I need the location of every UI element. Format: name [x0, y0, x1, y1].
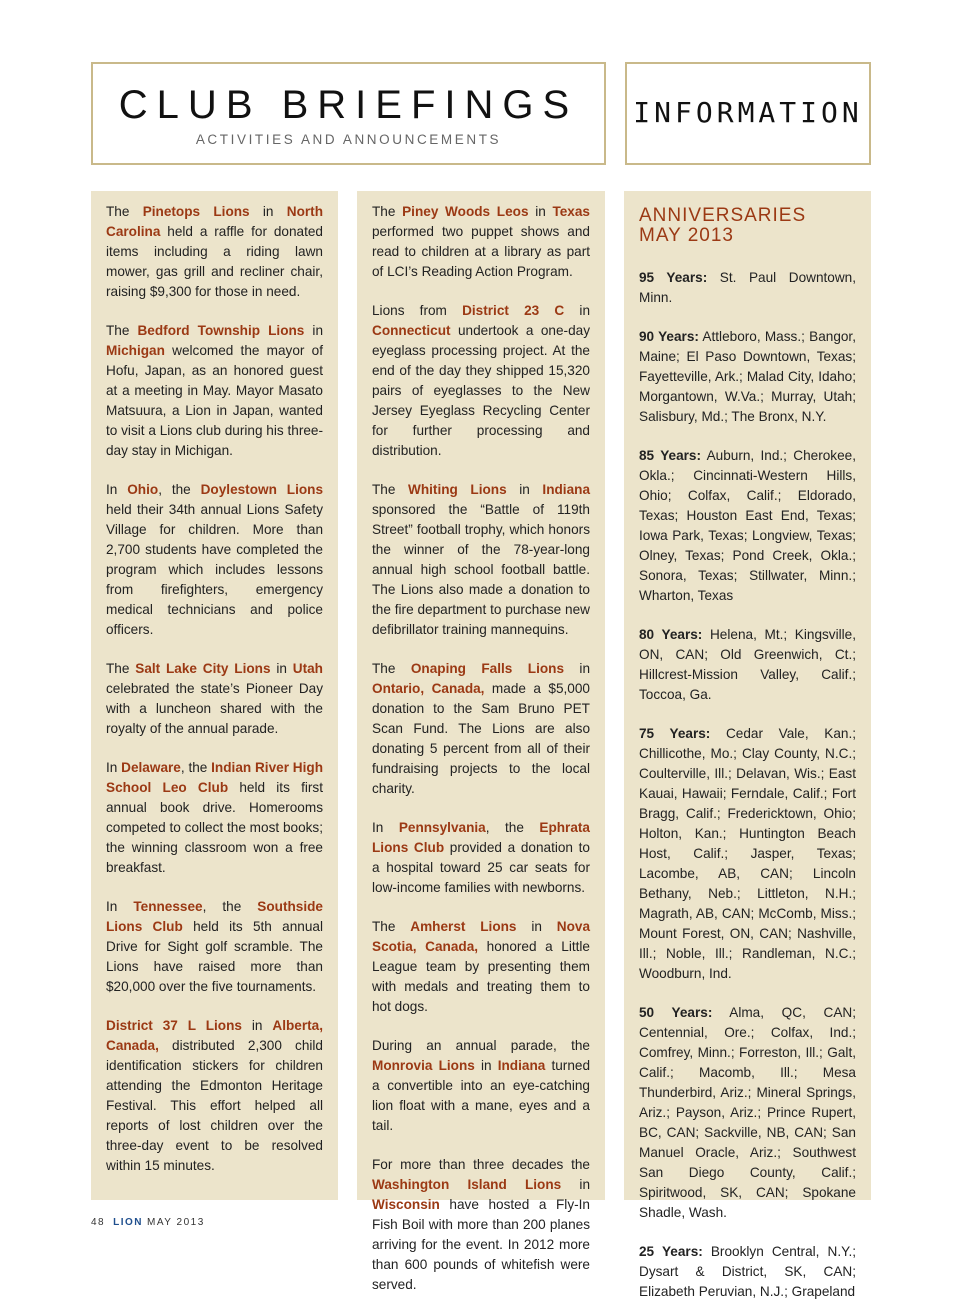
briefing-text: The — [372, 661, 411, 676]
anniversary-entry — [639, 1003, 856, 1223]
highlighted-name: Monrovia Lions — [372, 1058, 475, 1073]
briefing-text: For more than three decades the — [372, 1157, 590, 1172]
highlighted-name: Ohio — [127, 482, 159, 497]
highlighted-name: Whiting Lions — [408, 482, 507, 497]
highlighted-name: Ephrata Lions Club — [372, 820, 590, 855]
briefing-text: The — [372, 919, 411, 934]
briefing-text: in — [474, 1058, 498, 1073]
anniversary-years: 85 Years: — [639, 448, 702, 463]
page-title: CLUB BRIEFINGS — [118, 83, 579, 127]
briefings-column-2 — [357, 191, 605, 1292]
briefing-text: in — [564, 303, 591, 318]
highlighted-name: District 37 L Lions — [106, 1018, 242, 1033]
briefing-text: held its 5th annual Drive for Sight golf scramble. The Lions have raised more than $20,000 over the five tournaments. — [106, 919, 323, 994]
anniversary-years: 90 Years: — [639, 329, 699, 344]
highlighted-name: Indiana — [497, 1058, 546, 1073]
highlighted-name: Wisconsin — [372, 1197, 440, 1212]
briefing-text: The — [106, 204, 143, 219]
briefing-text: performed two puppet shows and read to children at a library as part of LCI’s Reading Action Program. — [372, 224, 590, 279]
briefing-text: in — [516, 919, 557, 934]
briefing-paragraph — [106, 202, 323, 302]
highlighted-name: Delaware — [121, 760, 181, 775]
highlighted-name: Texas — [552, 204, 590, 219]
briefing-text: , the — [485, 820, 540, 835]
anniversary-entry — [639, 268, 856, 308]
briefing-text: held its first annual book drive. Homerooms competed to collect the most books; the winning classroom won a free breakfast. — [106, 780, 323, 875]
briefing-text: welcomed the mayor of Hofu, Japan, as an honored guest at a meeting in May. Mayor Masato Matsuura, a Lion in Japan, wanted to visit a Lions club during his three-day stay in Michigan. — [106, 343, 323, 458]
briefing-paragraph — [372, 659, 590, 799]
highlighted-name: Indiana — [542, 482, 591, 497]
highlighted-name: Tennessee — [133, 899, 203, 914]
anniversary-years: 50 Years: — [639, 1005, 713, 1020]
anniversary-clubs: Brooklyn Central, N.Y.; Dysart & District, SK, CAN; Elizabeth Peruvian, N.J.; Grapeland — [639, 1244, 856, 1299]
briefing-text: The — [106, 661, 136, 676]
briefing-text: in — [506, 482, 543, 497]
briefing-paragraph — [372, 202, 590, 282]
briefing-text: undertook a one-day eyeglass processing project. At the end of the day they shipped 15,320 pairs of eyeglasses to the New Jersey Eyeglass Recycling Center for further processing and distribution. — [372, 323, 590, 458]
briefing-text: , the — [180, 760, 212, 775]
briefing-text: have hosted a Fly-In Fish Boil with more than 200 planes arriving for the event. In 2012 more than 600 pounds of whitefish were served. — [372, 1197, 590, 1292]
highlighted-name: Michigan — [106, 343, 165, 358]
highlighted-name: Doylestown Lions — [200, 482, 324, 497]
anniversary-clubs: Auburn, Ind.; Cherokee, Okla.; Cincinnati-Western Hills, Ohio; Colfax, Calif.; Eldorado, Texas; Houston East End, Texas; Iowa Park, Texas; Longview, Texas; Olney, Texas; Pond Creek, Okla.; Sonora, Texas; Stillwater, Minn.; Wharton, Texas — [639, 448, 856, 603]
briefing-text: The — [372, 482, 409, 497]
anniversary-years: 95 Years: — [639, 270, 708, 285]
anniversary-years: 80 Years: — [639, 627, 703, 642]
highlighted-name: Washington Island Lions — [372, 1177, 562, 1192]
anniversary-clubs: Helena, Mt.; Kingsville, ON, CAN; Old Greenwich, Ct.; Hillcrest-Mission Valley, Calif.; Toccoa, Ga. — [639, 627, 856, 702]
briefing-paragraph — [106, 758, 323, 878]
highlighted-name: Nova Scotia, Canada, — [372, 919, 591, 954]
briefing-text: made a $5,000 donation to the Sam Bruno PET Scan Fund. The Lions are also donating 5 percent from all of their fundraising projects to the local charity. — [372, 681, 590, 796]
briefing-text: Lions from — [372, 303, 463, 318]
highlighted-name: Connecticut — [372, 323, 451, 338]
briefings-column-1 — [91, 191, 338, 1200]
anniversaries-heading — [639, 206, 856, 246]
briefing-text: sponsored the “Battle of 119th Street” football trophy, which honors the winner of the 78-year-long annual high school football battle. The Lions also made a donation to the fire department to purchase new defibrillator training mannequins. — [372, 502, 590, 637]
briefing-text: celebrated the state’s Pioneer Day with a luncheon shared with the royalty of the annual parade. — [106, 681, 323, 736]
briefing-text: provided a donation to a hospital toward 25 car seats for low-income families with newborns. — [372, 840, 590, 895]
highlighted-name: Salt Lake City Lions — [135, 661, 271, 676]
briefing-text: During an annual parade, the — [372, 1038, 590, 1053]
briefing-text: in — [249, 204, 287, 219]
highlighted-name: Southside Lions Club — [106, 899, 323, 934]
anniversary-clubs: St. Paul Downtown, Minn. — [639, 270, 856, 305]
briefing-paragraph — [372, 917, 590, 1017]
highlighted-name: Utah — [292, 661, 323, 676]
briefing-text: in — [528, 204, 553, 219]
briefing-text: distributed 2,300 child identification stickers for children attending the Edmonton Heritage Festival. This effort helped all reports of lost children over the three-day event to be resolved within 15 minutes. — [106, 1038, 323, 1173]
briefing-paragraph — [372, 301, 590, 461]
anniversaries-column — [624, 191, 871, 1299]
anniversary-entry — [639, 724, 856, 984]
briefing-paragraph — [372, 480, 590, 640]
briefing-paragraph — [372, 1155, 590, 1295]
highlighted-name: District 23 C — [462, 303, 565, 318]
highlighted-name: Amherst Lions — [410, 919, 517, 934]
briefing-text: honored a Little League team by presenting them with medals and treating them to hot dogs. — [372, 939, 590, 1014]
briefing-text: in — [564, 661, 591, 676]
information-header — [625, 62, 871, 165]
briefing-text: The — [106, 323, 138, 338]
briefing-text: in — [241, 1018, 273, 1033]
highlighted-name: Pinetops Lions — [142, 204, 250, 219]
briefing-text: , the — [202, 899, 258, 914]
page-subtitle: ACTIVITIES AND ANNOUNCEMENTS — [195, 132, 502, 147]
anniversary-clubs: Cedar Vale, Kan.; Chillicothe, Mo.; Clay County, N.C.; Coulterville, Ill.; Delavan, Wis.; East Kauai, Hawaii; Ferndale, Calif.; Fort Bragg, Calif.; Fredericktown, Ohio; Holton, Kan.; Huntington Beach Host, Calif.; Jasper, Texas; Lacombe, AB, CAN; Lincoln Bethany, Neb.; Littleton, N.H.; Magrath, AB, CAN; McComb, Miss.; Mount Forest, ON, CAN; Nashville, Ill.; Noble, Ill.; Randleman, N.C.; Woodburn, Ind. — [639, 726, 857, 981]
page-footer — [91, 1217, 205, 1228]
anniversary-entry — [639, 1242, 856, 1302]
highlighted-name: Onaping Falls Lions — [410, 661, 565, 676]
anniversary-clubs: Alma, QC, CAN; Centennial, Ore.; Colfax, Ind.; Comfrey, Minn.; Forreston, Ill.; Galt, Calif.; Macomb, Ill.; Mesa Thunderbird, Ariz.; Mineral Springs, Ariz.; Payson, Ariz.; Prince Rupert, BC, CAN; Sackville, NB, CAN; San Manuel Oracle, Ariz.; Southwest San Diego County, Calif.; Spiritwood, SK, CAN; Spokane Shadle, Wash. — [639, 1005, 856, 1220]
highlighted-name: Bedford Township Lions — [137, 323, 305, 338]
highlighted-name: Piney Woods Leos — [402, 204, 529, 219]
highlighted-name: Alberta, Canada, — [106, 1018, 323, 1053]
page-number: 48 — [91, 1217, 106, 1228]
highlighted-name: Pennsylvania — [398, 820, 486, 835]
anniversary-entry — [639, 446, 856, 606]
issue-date: MAY 2013 — [147, 1217, 205, 1228]
anniversary-entry — [639, 327, 856, 427]
briefing-text: in — [561, 1177, 591, 1192]
anniversary-years: 25 Years: — [639, 1244, 703, 1259]
magazine-brand: LION — [113, 1217, 144, 1228]
briefing-text: turned a convertible into an eye-catching lion float with a mane, eyes and a tail. — [372, 1058, 591, 1133]
anniversaries-title: ANNIVERSARIES — [639, 205, 807, 226]
briefing-text: In — [106, 899, 134, 914]
briefing-text: in — [270, 661, 293, 676]
highlighted-name: Indian River High School Leo Club — [106, 760, 323, 795]
briefing-paragraph — [106, 480, 323, 640]
briefing-text: held a raffle for donated items including a riding lawn mower, gas grill and recliner chair, raising $9,300 for those in need. — [106, 224, 323, 299]
briefing-text: In — [106, 482, 128, 497]
anniversaries-month: MAY 2013 — [639, 225, 734, 246]
briefing-text: The — [372, 204, 403, 219]
briefing-paragraph — [372, 1036, 590, 1136]
anniversaries-list — [639, 268, 856, 1302]
briefing-text: in — [304, 323, 324, 338]
briefing-text: , the — [158, 482, 201, 497]
anniversary-clubs: Attleboro, Mass.; Bangor, Maine; El Paso Downtown, Texas; Fayetteville, Ark.; Malad City, Idaho; Morgantown, W.Va.; Murray, Utah; Salisbury, Md.; The Bronx, N.Y. — [639, 329, 856, 424]
highlighted-name: Ontario, Canada, — [372, 681, 485, 696]
briefing-paragraph — [372, 818, 590, 898]
briefing-paragraph — [106, 321, 323, 461]
anniversary-years: 75 Years: — [639, 726, 711, 741]
briefing-paragraph — [106, 897, 323, 997]
briefing-paragraph — [106, 1016, 323, 1176]
briefing-paragraph — [106, 659, 323, 739]
briefing-text: In — [106, 760, 122, 775]
highlighted-name: North Carolina — [106, 204, 323, 239]
briefing-text: held their 34th annual Lions Safety Village for children. More than 2,700 students have completed the program which includes lessons from firefighters, emergency medical technicians and police officers. — [106, 502, 323, 637]
club-briefings-header — [91, 62, 606, 165]
anniversary-entry — [639, 625, 856, 705]
briefing-text: In — [372, 820, 399, 835]
information-title: INFORMATION — [633, 96, 863, 129]
